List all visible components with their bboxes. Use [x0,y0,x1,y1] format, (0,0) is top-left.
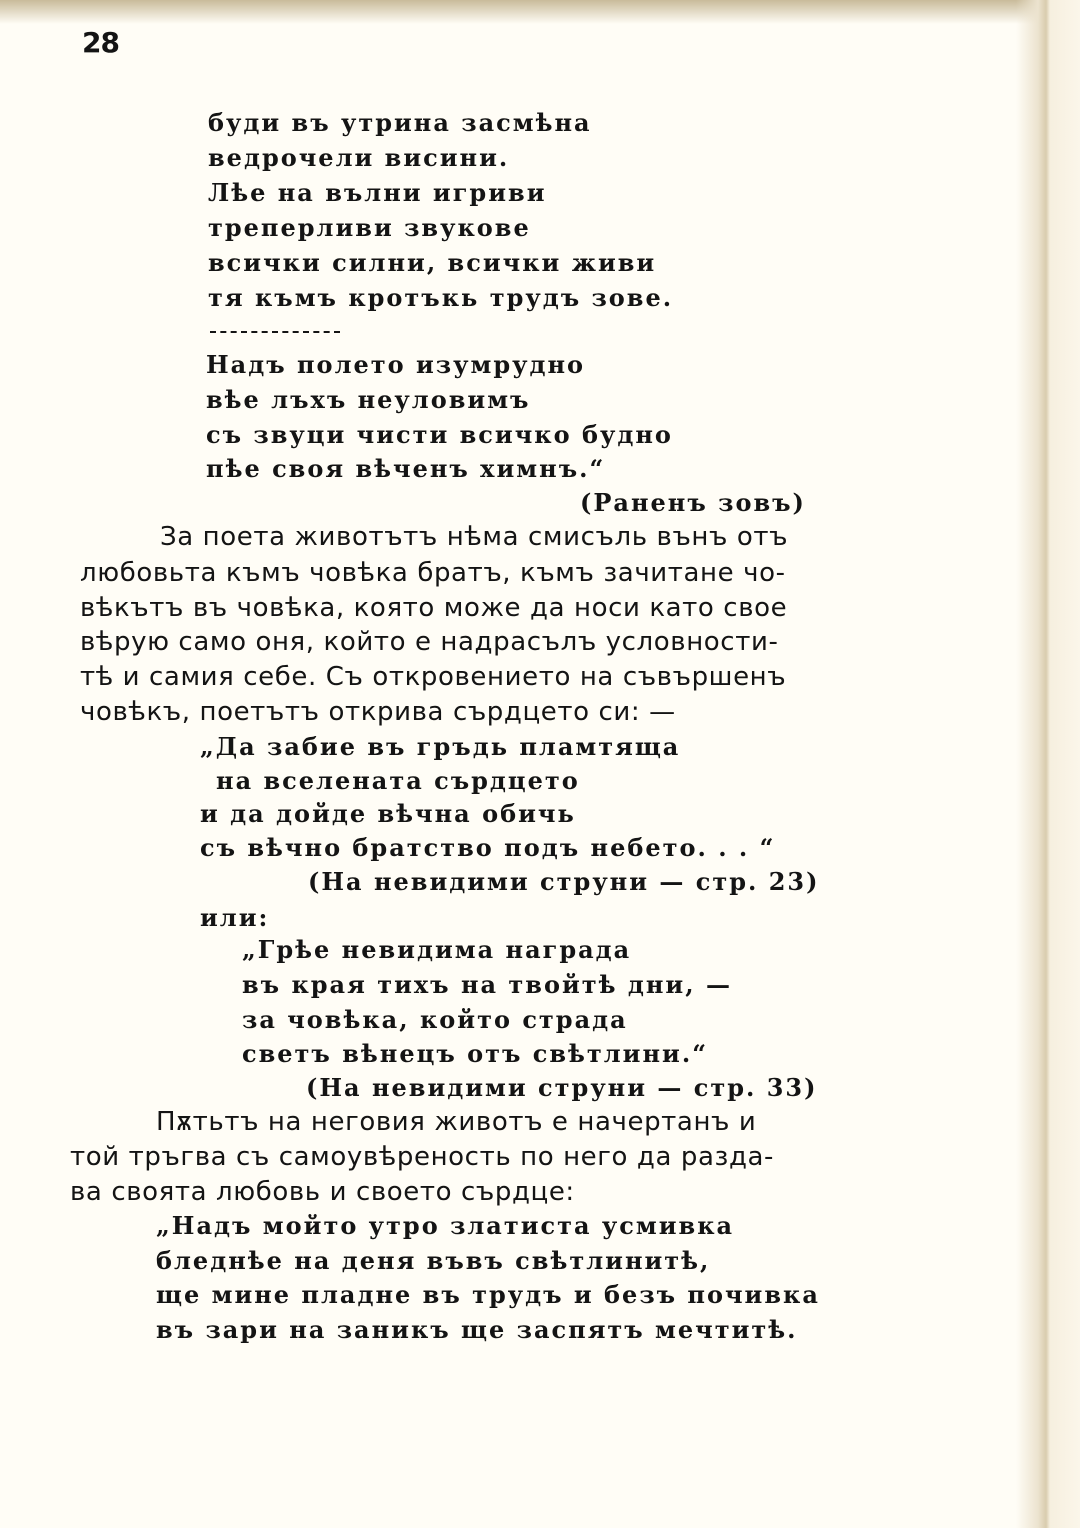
quote2-line-2: въ края тихъ на твойтѣ дни, — [242,970,732,999]
para1-line-6: човѣкъ, поетътъ открива сърдцето си: — [80,697,676,727]
quote2-line-3: за човѣка, който страда [242,1005,628,1034]
para2-line-1: Пѫтьтъ на неговия животъ е начертанъ и [156,1107,757,1137]
stanza1-line-6: тя къмъ кротъкь трудъ зове. [208,283,674,312]
para1-line-4: вѣрую само оня, който е надрасълъ условности- [80,627,779,657]
quote3-line-2: бледнѣе на деня въвъ свѣтлинитѣ, [156,1246,711,1275]
stanza1-line-1: буди въ утрина засмѣна [208,108,592,137]
quote2-line-4: светъ вѣнецъ отъ свѣтлини.“ [242,1039,709,1068]
stanza2-line-3: съ звуци чисти всичко будно [206,420,673,449]
page-number: 28 [82,26,119,59]
quote1-line-2: на вселената сърдцето [216,766,580,795]
para2-line-3: ва своята любовь и своето сърдце: [70,1177,575,1207]
source-citation-1: (Раненъ зовъ) [580,488,806,517]
para2-line-2: той тръгва съ самоувѣреность по него да разда- [70,1142,775,1172]
source-citation-3: (На невидими струни — стр. 33) [306,1073,818,1102]
or-word: или: [200,903,270,932]
quote1-line-3: и да дойде вѣчна обичь [200,799,576,828]
stanza1-line-5: всички силни, всички живи [208,248,657,277]
quote3-line-1: „Надъ мойто утро златиста усмивка [156,1211,735,1240]
para1-line-1: За поета животътъ нѣма смисъль вънъ отъ [160,522,789,552]
para1-line-2: любовьта къмъ човѣка братъ, къмъ зачитане чо- [80,558,786,588]
quote2-line-1: „Грѣе невидима награда [242,935,632,964]
book-spine-shadow [1016,0,1080,1528]
stanza2-line-2: вѣе лъхъ неуловимъ [206,385,531,414]
para1-line-3: вѣкътъ въ човѣка, която може да носи като свое [80,593,788,623]
source-citation-2: (На невидими струни — стр. 23) [308,867,820,896]
stanza2-line-4: пѣе своя вѣченъ химнъ.“ [206,454,606,483]
stanza1-line-3: Лѣе на вълни игриви [208,178,547,207]
quote1-line-4: съ вѣчно братство подъ небето. . . “ [200,833,776,862]
quote1-line-1: „Да забие въ гръдь пламтяща [200,732,681,761]
quote3-line-4: въ зари на заникъ ще заспятъ мечтитѣ. [156,1315,798,1344]
stanza1-line-2: ведрочели висини. [208,143,510,172]
stanza-separator [210,331,340,333]
stanza2-line-1: Надъ полето изумрудно [206,350,586,379]
quote3-line-3: ще мине пладне въ трудъ и безъ почивка [156,1280,820,1309]
para1-line-5: тѣ и самия себе. Съ откровението на съвършенъ [80,662,787,692]
stanza1-line-4: треперливи звукове [208,213,531,242]
